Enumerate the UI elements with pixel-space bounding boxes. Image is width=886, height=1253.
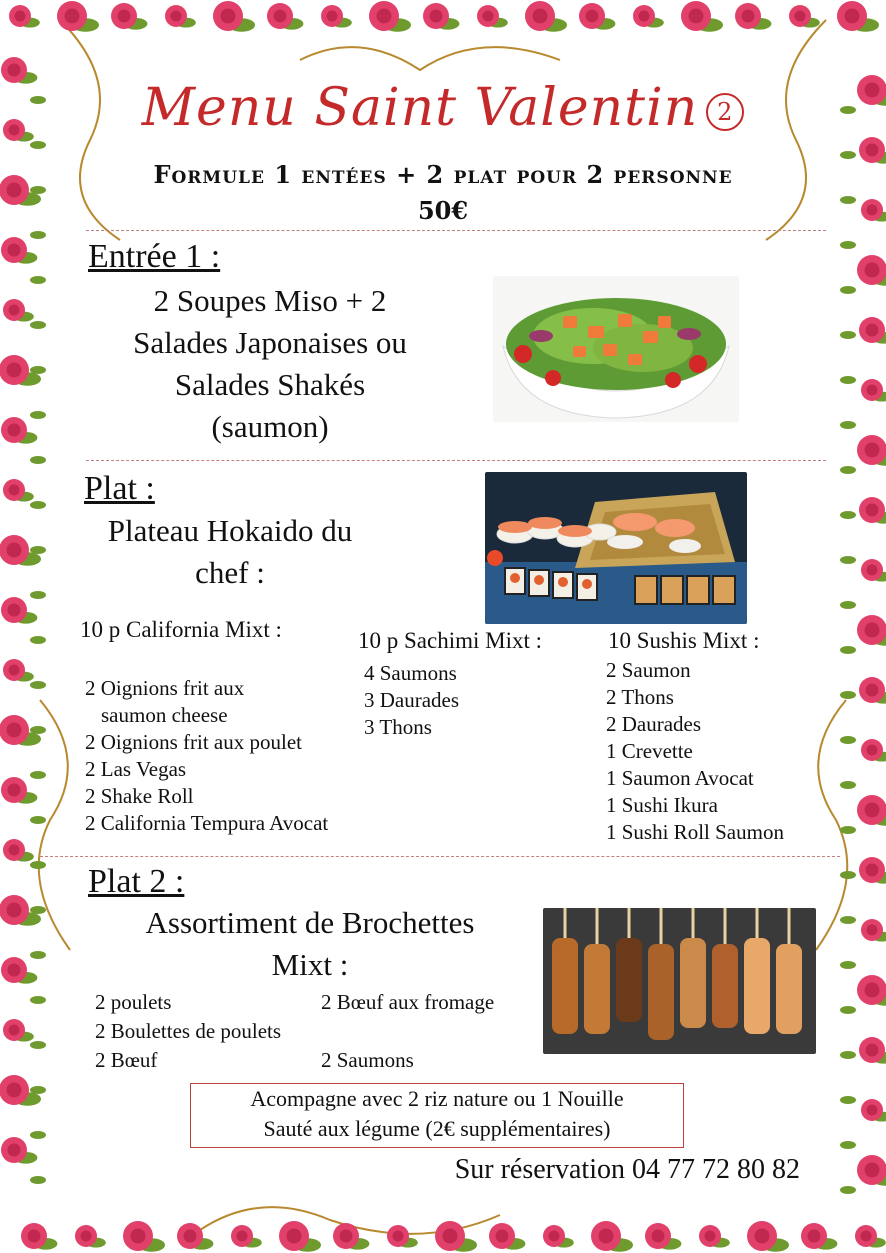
sashimi-title: 10 p Sachimi Mixt :	[358, 628, 542, 653]
list-item: 4 Saumons	[364, 661, 457, 685]
entree-line: (saumon)	[211, 409, 329, 444]
brochettes-photo	[543, 908, 816, 1054]
list-item: 1 Sushi Ikura	[606, 793, 718, 817]
rose-icon	[857, 615, 886, 646]
list-item: 2 Oignions frit aux	[85, 676, 245, 700]
plat2-line: Mixt :	[271, 947, 349, 982]
rose-icon	[861, 379, 886, 402]
salad-photo	[493, 276, 739, 422]
rose-icon	[3, 839, 34, 862]
rose-icon	[1, 417, 37, 444]
sushi-platter-photo	[485, 472, 747, 624]
rose-icon	[633, 5, 664, 28]
list-item: 2 Bœuf aux fromage	[321, 990, 495, 1014]
rose-icon	[857, 795, 886, 826]
rose-icon	[213, 1, 255, 32]
rose-icon	[3, 1019, 34, 1042]
accompaniment-line: Sauté aux légume (2€ supplémentaires)	[263, 1116, 611, 1141]
plat2-list-left	[95, 988, 281, 1075]
rose-icon	[857, 1155, 886, 1186]
sushis-list	[606, 657, 784, 846]
list-item: 1 Sushi Roll Saumon	[606, 820, 784, 844]
list-item: 3 Thons	[364, 715, 432, 739]
rose-icon	[423, 3, 459, 30]
rose-icon	[543, 1225, 574, 1248]
rose-icon	[75, 1225, 106, 1248]
rose-icon	[267, 3, 303, 30]
rose-icon	[231, 1225, 262, 1248]
list-item: saumon cheese	[101, 703, 228, 727]
entree-line: 2 Soupes Miso + 2	[153, 283, 387, 318]
plat2-list-right	[321, 988, 494, 1075]
entree-line: Salades Shakés	[174, 367, 366, 402]
sashimi-list	[364, 660, 459, 741]
rose-icon	[3, 299, 34, 322]
list-item: 2 Saumons	[321, 1048, 414, 1072]
rose-icon	[645, 1223, 681, 1250]
list-item: 2 Oignions frit aux poulet	[85, 730, 302, 754]
rose-icon	[861, 1099, 886, 1122]
rose-icon	[837, 1, 879, 32]
rose-icon	[57, 1, 99, 32]
list-item: 2 California Tempura Avocat	[85, 811, 329, 835]
entree-line: Salades Japonaises ou	[133, 325, 407, 360]
list-item: 2 Bœuf	[95, 1048, 158, 1072]
rose-icon	[435, 1221, 477, 1252]
rose-icon	[579, 3, 615, 30]
plat2-description	[110, 902, 510, 986]
list-item: 2 Saumon	[606, 658, 691, 682]
rose-icon	[177, 1223, 213, 1250]
price: 50€	[417, 196, 469, 225]
rose-icon	[859, 317, 886, 344]
rose-icon	[747, 1221, 789, 1252]
rose-icon	[699, 1225, 730, 1248]
rose-icon	[735, 3, 771, 30]
rose-icon	[857, 975, 886, 1006]
rose-icon	[0, 715, 41, 746]
list-item: 2 Thons	[606, 685, 674, 709]
rose-icon	[3, 479, 34, 502]
california-list	[85, 675, 328, 837]
list-item: 2 Daurades	[606, 712, 702, 736]
formule-line: Formule 1 entées + 2 plat pour 2 personne	[153, 160, 733, 189]
sushis-title: 10 Sushis Mixt :	[608, 628, 760, 653]
rose-icon	[1, 237, 37, 264]
list-item: 2 poulets	[95, 990, 172, 1014]
menu-title	[0, 78, 886, 138]
reservation-phone: Sur réservation 04 77 72 80 82	[454, 1154, 800, 1185]
rose-icon	[1, 957, 37, 984]
rose-icon	[855, 1225, 886, 1248]
divider	[40, 856, 840, 857]
rose-icon	[0, 895, 41, 926]
rose-icon	[0, 1075, 41, 1106]
list-item: 2 Shake Roll	[85, 784, 194, 808]
rose-icon	[681, 1, 723, 32]
menu-title-text: Menu Saint Valentin	[141, 78, 699, 138]
divider	[86, 230, 826, 231]
plat-heading: Plat :	[84, 470, 155, 507]
rose-icon	[477, 5, 508, 28]
accompaniment-box	[190, 1083, 684, 1148]
rose-icon	[525, 1, 567, 32]
rose-icon	[279, 1221, 321, 1252]
rose-icon	[1, 597, 37, 624]
plat2-heading: Plat 2 :	[88, 863, 185, 900]
rose-icon	[0, 535, 41, 566]
rose-icon	[321, 5, 352, 28]
rose-icon	[1, 777, 37, 804]
rose-icon	[591, 1221, 633, 1252]
entree-description	[98, 280, 442, 448]
plat2-line: Assortiment de Brochettes	[145, 905, 475, 940]
california-title: 10 p California Mixt :	[80, 617, 282, 642]
accompaniment-line: Acompagne avec 2 riz nature ou 1 Nouille	[250, 1086, 624, 1111]
rose-icon	[9, 5, 40, 28]
divider	[86, 460, 826, 461]
rose-icon	[789, 5, 820, 28]
rose-icon	[123, 1221, 165, 1252]
rose-icon	[489, 1223, 525, 1250]
rose-icon	[369, 1, 411, 32]
rose-icon	[859, 677, 886, 704]
rose-icon	[861, 919, 886, 942]
plat-line: chef :	[195, 555, 265, 590]
rose-icon	[3, 659, 34, 682]
plat-line: Plateau Hokaido du	[107, 513, 353, 548]
list-item: 1 Saumon Avocat	[606, 766, 754, 790]
rose-icon	[165, 5, 196, 28]
rose-icon	[1, 1137, 37, 1164]
rose-icon	[861, 559, 886, 582]
rose-icon	[857, 435, 886, 466]
rose-icon	[859, 857, 886, 884]
plat-description	[80, 510, 380, 594]
rose-icon	[111, 3, 147, 30]
list-item: 2 Las Vegas	[85, 757, 187, 781]
list-item: 1 Crevette	[606, 739, 693, 763]
rose-icon	[801, 1223, 837, 1250]
rose-icon	[859, 497, 886, 524]
rose-icon	[861, 739, 886, 762]
rose-icon	[333, 1223, 369, 1250]
list-item: 3 Daurades	[364, 688, 460, 712]
rose-icon	[387, 1225, 418, 1248]
rose-icon	[857, 255, 886, 286]
entree-heading: Entrée 1 :	[88, 238, 221, 275]
rose-icon	[859, 1037, 886, 1064]
rose-icon	[21, 1223, 57, 1250]
rose-icon	[0, 355, 41, 386]
menu-number-badge: 2	[706, 93, 744, 131]
list-item: 2 Boulettes de poulets	[95, 1019, 282, 1043]
